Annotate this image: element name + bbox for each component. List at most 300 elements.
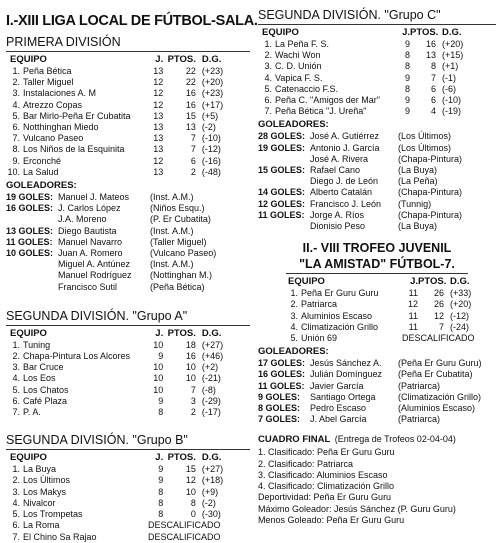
table-row <box>6 88 250 99</box>
scorer-team: (Chapa-Pintura) <box>398 209 463 220</box>
header-dg: D.G. <box>450 276 470 288</box>
played-cell: 11 <box>408 288 418 299</box>
played-cell: 12 <box>153 77 164 88</box>
team-position: 5. <box>12 509 20 520</box>
scorer-name: Juan A. Romero <box>58 248 123 259</box>
team-cell <box>284 333 398 344</box>
scorer-goals <box>6 282 58 293</box>
scorer-row <box>258 131 496 142</box>
team-cell <box>6 351 144 362</box>
scorer-goals: 10 GOLES: <box>6 248 54 259</box>
grupo-b-rule <box>6 449 250 450</box>
points-cell: 2 <box>190 166 196 177</box>
scorer-team: (Peña Er Cubatita) <box>398 369 473 380</box>
scorer-team: (Inst. A.M.) <box>150 259 194 270</box>
team-name: Los Chatos <box>23 384 69 395</box>
header-ptos: PTOS. <box>167 54 196 65</box>
table-header <box>6 452 250 464</box>
goal-diff-cell: (+27) <box>201 339 224 350</box>
trofeo-title-1: II.- VIII TROFEO JUVENIL <box>302 241 452 256</box>
goal-diff-cell: (+9) <box>201 486 219 497</box>
scorer-name: J. Carlos López <box>58 203 121 214</box>
scorer-team: (P. Er Cubatita) <box>150 214 211 225</box>
points-cell: 7 <box>438 321 444 332</box>
primera-table <box>6 54 250 178</box>
team-position: 3. <box>264 61 272 72</box>
team-name: Aluminios Escaso <box>301 310 373 321</box>
table-row <box>258 95 496 106</box>
team-name: La Salud <box>23 166 59 177</box>
scorer-goals <box>6 259 58 270</box>
table-row <box>6 122 250 133</box>
scorer-row <box>6 259 250 270</box>
points-cell: 10 <box>185 362 196 373</box>
table-row <box>6 144 250 155</box>
cuadro-final-item: 4. Clasificado: Climatización Grillo <box>258 481 395 492</box>
scorer-row <box>6 192 250 203</box>
team-position: 10. <box>7 166 20 177</box>
scorer-team: (Inst. A.M.) <box>150 225 194 236</box>
table-row <box>6 66 250 77</box>
table-row <box>284 288 496 299</box>
grupo-c-heading: SEGUNDA DIVISIÓN. "Grupo C" <box>258 8 441 22</box>
team-name: Taller Miguel <box>23 77 74 88</box>
primera-goleadores-title: GOLEADORES: <box>6 180 77 192</box>
team-position: 2. <box>264 50 272 61</box>
goal-diff-cell: (-12) <box>201 144 221 155</box>
team-position: 1. <box>264 39 272 49</box>
header-ptos: PTOS. <box>410 27 439 38</box>
cuadro-final-heading <box>258 429 496 447</box>
goal-diff-cell: (-1) <box>442 72 456 83</box>
scorer-name: Pedro Escaso <box>310 403 367 414</box>
grupo-a-table <box>6 328 250 418</box>
goal-diff-cell: (+20) <box>450 299 472 310</box>
table-row <box>284 311 496 322</box>
points-cell: 18 <box>185 339 196 350</box>
team-position: 2. <box>12 77 20 88</box>
team-cell <box>6 167 144 178</box>
team-cell <box>6 133 144 144</box>
cuadro-final-item: 1. Clasificado: Peña Er Guru Guru <box>258 447 395 458</box>
points-cell: 0 <box>190 509 196 520</box>
team-cell <box>6 362 144 373</box>
team-position: 5. <box>12 110 20 121</box>
team-name: La Buya <box>23 464 57 475</box>
goal-diff-cell: (-29) <box>201 395 221 406</box>
team-name: Chapa-Pintura Los Alcores <box>23 351 131 362</box>
header-dg: D.G. <box>201 327 222 339</box>
table-row <box>6 373 250 384</box>
header-ptos: PTOS. <box>418 276 447 288</box>
table-row <box>6 351 250 362</box>
goal-diff-cell: (-8) <box>201 384 216 395</box>
scorer-row <box>6 226 250 237</box>
points-cell: 2 <box>190 407 196 418</box>
header-equipo: EQUIPO <box>288 276 325 288</box>
scorer-goals <box>6 270 58 281</box>
team-name: Vapica F. S. <box>275 72 323 83</box>
goal-diff-cell: (-2) <box>201 122 216 133</box>
scorer-row <box>258 210 496 221</box>
team-cell <box>6 100 144 111</box>
primera-heading: PRIMERA DIVISIÓN <box>6 35 121 49</box>
table-header <box>258 27 496 39</box>
points-cell: 22 <box>185 66 196 76</box>
team-name: El Chino Sa Rajao <box>23 531 97 542</box>
table-row <box>284 333 496 344</box>
team-position: 3. <box>290 310 298 321</box>
goal-diff-cell: (+17) <box>201 99 224 110</box>
primera-goleadores <box>6 192 250 293</box>
scorer-team: (La Peña) <box>398 176 438 187</box>
points-cell: 16 <box>425 39 436 49</box>
cuadro-final-item: Deportividad: Peña Er Guru Guru <box>258 492 392 503</box>
table-row <box>6 464 250 475</box>
scorer-name: Rafael Cano <box>310 165 361 176</box>
goal-diff-cell: (-24) <box>450 321 470 332</box>
grupo-b-heading: SEGUNDA DIVISIÓN. "Grupo B" <box>6 433 188 448</box>
scorer-team: (Peña Er Guru Guru) <box>398 358 482 369</box>
played-cell: 8 <box>158 407 164 418</box>
goal-diff-cell: (-12) <box>450 310 470 321</box>
table-row <box>284 322 496 333</box>
table-row <box>6 532 250 543</box>
team-name: Peña Bética "J. Ureña" <box>275 106 367 117</box>
team-cell <box>258 61 388 72</box>
grupo-c-rule <box>258 24 496 25</box>
scorer-row <box>258 403 496 414</box>
played-cell: 8 <box>404 83 410 94</box>
scorer-team: (Patriarca) <box>398 380 441 391</box>
points-cell: 16 <box>185 351 196 362</box>
goal-diff-cell: (-21) <box>201 373 221 384</box>
played-cell: 9 <box>404 39 410 49</box>
team-name: Los Trompetas <box>23 509 83 520</box>
table-header <box>6 54 250 66</box>
scorer-goals: 17 GOLES: <box>258 358 306 369</box>
played-cell: 13 <box>153 122 164 133</box>
scorer-row <box>258 187 496 198</box>
scorer-team: (La Buya) <box>398 221 438 232</box>
team-name: Peña C. "Amigos der Mar" <box>275 95 380 106</box>
scorer-team: (Taller Miguel) <box>150 236 207 247</box>
goal-diff-cell: (-16) <box>201 155 221 166</box>
team-position: 1. <box>12 339 20 350</box>
header-dg: D.G. <box>201 452 222 464</box>
team-position: 5. <box>12 384 20 395</box>
scorer-name: Jesús Sánchez A. <box>310 358 382 369</box>
goal-diff-cell: (-30) <box>201 509 221 520</box>
scorer-name: Francisco Sutil <box>58 281 118 292</box>
scorer-goals <box>6 214 58 225</box>
played-cell: 9 <box>404 95 410 106</box>
points-cell: 4 <box>430 106 436 117</box>
scorer-team: (Chapa-Pintura) <box>398 187 463 198</box>
team-cell <box>6 396 144 407</box>
team-name: Climatización Grillo <box>301 321 379 332</box>
points-cell: 7 <box>190 144 196 155</box>
points-cell: 16 <box>185 88 196 99</box>
team-position: 2. <box>290 299 298 310</box>
goal-diff-cell: (+20) <box>201 77 224 88</box>
points-cell: 10 <box>185 486 196 497</box>
scorer-goals: 16 GOLES: <box>258 369 306 380</box>
played-cell: 12 <box>153 155 164 166</box>
trofeo-title-2: "LA AMISTAD" FÚTBOL-7. <box>299 257 455 272</box>
header-equipo: EQUIPO <box>10 327 47 339</box>
team-cell <box>258 73 388 84</box>
team-cell <box>284 322 398 333</box>
scorer-name: J.A. Moreno <box>58 214 107 225</box>
table-row <box>6 100 250 111</box>
scorer-goals <box>258 221 310 232</box>
header-dg: D.G. <box>442 27 462 38</box>
points-cell: 16 <box>185 99 196 110</box>
cuadro-final-title: CUADRO FINAL <box>258 434 331 446</box>
disqualified-label: DESCALIFICADO <box>402 333 475 344</box>
scorer-row <box>258 358 496 369</box>
goal-diff-cell: (-6) <box>442 83 456 94</box>
scorer-row <box>258 199 496 210</box>
team-cell <box>6 475 144 486</box>
team-name: Nivalcor <box>23 497 56 508</box>
scorer-name: Francisco J. León <box>310 198 382 209</box>
scorer-team: (Nottinghan M.) <box>150 270 213 281</box>
table-row <box>258 50 496 61</box>
goal-diff-cell: (+27) <box>201 464 224 475</box>
team-position: 6. <box>12 122 20 133</box>
team-cell <box>6 144 144 155</box>
team-position: 1. <box>12 464 20 475</box>
table-row <box>258 73 496 84</box>
points-cell: 15 <box>185 464 196 475</box>
team-position: 3. <box>12 486 20 497</box>
played-cell: 13 <box>153 110 164 121</box>
scorer-row <box>258 176 496 187</box>
team-name: Peña Bética <box>23 66 72 76</box>
scorer-team: (Inst. A.M.) <box>150 192 194 203</box>
scorer-goals: 14 GOLES: <box>258 187 306 198</box>
primera-rule <box>6 51 250 52</box>
scorer-team: (Peña Bética) <box>150 281 205 292</box>
table-row <box>6 156 250 167</box>
scorer-row <box>6 248 250 259</box>
points-cell: 13 <box>185 122 196 133</box>
trofeo-table <box>258 276 496 344</box>
played-cell: 9 <box>158 395 164 406</box>
goal-diff-cell: (+15) <box>442 50 464 61</box>
scorer-name: Manuel Navarro <box>58 236 123 247</box>
team-position: 5. <box>264 83 272 94</box>
played-cell: 8 <box>158 486 164 497</box>
scorer-name: Antonio J. García <box>310 142 380 153</box>
team-cell <box>284 311 398 322</box>
team-position: 5. <box>290 333 298 344</box>
team-cell <box>258 50 388 61</box>
team-cell <box>6 407 144 418</box>
points-cell: 7 <box>190 384 196 395</box>
table-row <box>6 77 250 88</box>
team-cell <box>258 39 388 50</box>
team-name: Los Eos <box>23 373 56 384</box>
team-name: Atrezzo Copas <box>23 99 83 110</box>
header-dg: D.G. <box>201 54 222 65</box>
team-cell <box>6 111 144 122</box>
scorer-goals: 15 GOLES: <box>258 165 306 176</box>
team-name: La Peña F. S. <box>275 39 330 49</box>
team-name: Peña Er Guru Guru <box>301 288 379 299</box>
scorer-name: J. Abel García <box>310 414 367 425</box>
team-position: 7. <box>12 531 20 542</box>
table-row <box>6 385 250 396</box>
scorer-name: Alberto Catalán <box>310 187 373 198</box>
scorer-name: José A. Rivera <box>310 153 369 164</box>
scorer-team: (Climatización Grillo) <box>398 391 482 402</box>
team-cell <box>6 373 144 384</box>
scorer-name: Dionisio Peso <box>310 221 366 232</box>
scorer-goals: 19 GOLES: <box>258 142 306 153</box>
table-row <box>258 61 496 72</box>
table-row <box>6 509 250 520</box>
team-cell <box>6 77 144 88</box>
team-position: 4. <box>12 497 20 508</box>
team-position: 1. <box>290 288 298 299</box>
table-row <box>6 133 250 144</box>
header-ptos: PTOS. <box>167 327 196 339</box>
scorer-name: José A. Gutiérrez <box>310 131 380 142</box>
header-ptos: PTOS. <box>167 452 196 464</box>
header-j: J. <box>155 327 164 339</box>
scorer-goals: 11 GOLES: <box>258 209 305 220</box>
table-row <box>6 475 250 486</box>
grupo-a-heading: SEGUNDA DIVISIÓN. "Grupo A" <box>6 308 188 323</box>
scorer-team: (Los Últimos) <box>398 142 452 153</box>
team-position: 2. <box>12 475 20 486</box>
team-position: 4. <box>290 321 298 332</box>
team-position: 8. <box>12 144 20 155</box>
team-position: 9. <box>12 155 20 166</box>
scorer-goals: 11 GOLES: <box>258 380 305 391</box>
played-cell: 10 <box>153 373 164 384</box>
grupo-c-goleadores <box>258 131 496 232</box>
left-column <box>6 0 258 543</box>
team-cell <box>6 385 144 396</box>
table-row <box>258 39 496 50</box>
team-name: Wachi Won <box>275 50 321 61</box>
goal-diff-cell: (+46) <box>201 351 224 362</box>
scorer-name: Diego J. de León <box>310 176 379 187</box>
played-cell: 8 <box>158 509 164 520</box>
header-equipo: EQUIPO <box>262 27 299 38</box>
scorer-name: Manuel Rodríguez <box>58 270 132 281</box>
cuadro-final-item: Menos Goleado: Peña Er Guru Guru <box>258 514 405 525</box>
goal-diff-cell: (+33) <box>450 288 472 299</box>
team-name: Bar Mirlo-Peña Er Cubatita <box>23 110 131 121</box>
cuadro-final-item: Máximo Goleador: Jesús Sánchez (P. Guru Guru) <box>258 503 456 514</box>
table-row <box>6 407 250 418</box>
scorer-team: (Chapa-Pintura) <box>398 153 463 164</box>
goal-diff-cell: (+20) <box>442 39 464 49</box>
team-name: Catenaccio F.S. <box>275 83 339 94</box>
scorer-team: (Patriarca) <box>398 414 441 425</box>
cuadro-final-subtitle: (Entrega de Trofeos 02-04-04) <box>334 434 456 445</box>
team-cell <box>6 487 144 498</box>
team-cell <box>6 340 144 351</box>
team-name: Café Plaza <box>23 395 68 406</box>
team-name: C. D. Unión <box>275 61 322 72</box>
goal-diff-cell: (-2) <box>201 497 216 508</box>
goal-diff-cell: (-17) <box>201 407 221 418</box>
points-cell: 3 <box>190 395 196 406</box>
table-row <box>258 84 496 95</box>
goal-diff-cell: (+2) <box>201 362 219 373</box>
scorer-team: (Vulcano Paseo) <box>150 248 217 259</box>
team-name: P. A. <box>23 407 41 418</box>
team-cell <box>6 464 144 475</box>
team-position: 2. <box>12 351 20 362</box>
played-cell: 12 <box>153 99 164 110</box>
team-name: Los Makys <box>23 486 67 497</box>
team-name: Los Niños de la Esquinita <box>23 144 125 155</box>
table-row <box>6 396 250 407</box>
header-j: J. <box>402 27 410 38</box>
points-cell: 26 <box>433 288 444 299</box>
scorer-team: (Los Últimos) <box>398 131 452 142</box>
team-cell <box>258 95 388 106</box>
trofeo-rule <box>286 273 468 274</box>
team-position: 4. <box>12 373 20 384</box>
scorer-name: Manuel J. Mateos <box>58 192 130 203</box>
scorer-name: Miguel A. Antúnez <box>58 259 131 270</box>
header-equipo: EQUIPO <box>10 452 47 464</box>
played-cell: 9 <box>158 475 164 486</box>
team-name: Patriarca <box>301 299 338 310</box>
trofeo-goleadores-title: GOLEADORES: <box>258 346 329 358</box>
goal-diff-cell: (-10) <box>201 133 221 144</box>
team-position: 1. <box>12 66 20 76</box>
points-cell: 10 <box>185 373 196 384</box>
scorer-team: (Tunnig) <box>398 198 432 209</box>
goal-diff-cell: (+23) <box>201 88 224 99</box>
table-row <box>6 498 250 509</box>
scorer-row <box>6 270 250 281</box>
grupo-a-rule <box>6 325 250 326</box>
points-cell: 26 <box>433 299 444 310</box>
table-row <box>6 487 250 498</box>
team-cell <box>6 509 144 520</box>
goal-diff-cell: (-10) <box>442 95 462 106</box>
played-cell: 13 <box>153 66 164 76</box>
team-name: Erconché <box>23 155 62 166</box>
played-cell: 12 <box>407 299 418 310</box>
scorer-name: Diego Bautista <box>58 225 117 236</box>
played-cell: 9 <box>404 106 410 117</box>
team-position: 6. <box>12 395 20 406</box>
team-name: Unión 69 <box>301 333 338 344</box>
scorer-row <box>258 221 496 232</box>
points-cell: 8 <box>190 497 196 508</box>
team-name: Instalaciones A. M <box>23 88 97 99</box>
scorer-goals: 12 GOLES: <box>258 198 306 209</box>
points-cell: 22 <box>185 77 196 88</box>
scorer-goals: 11 GOLES: <box>6 236 53 247</box>
played-cell: 8 <box>404 61 410 72</box>
team-cell <box>6 66 144 77</box>
points-cell: 8 <box>430 61 436 72</box>
team-cell <box>284 288 398 299</box>
team-position: 7. <box>12 407 20 418</box>
